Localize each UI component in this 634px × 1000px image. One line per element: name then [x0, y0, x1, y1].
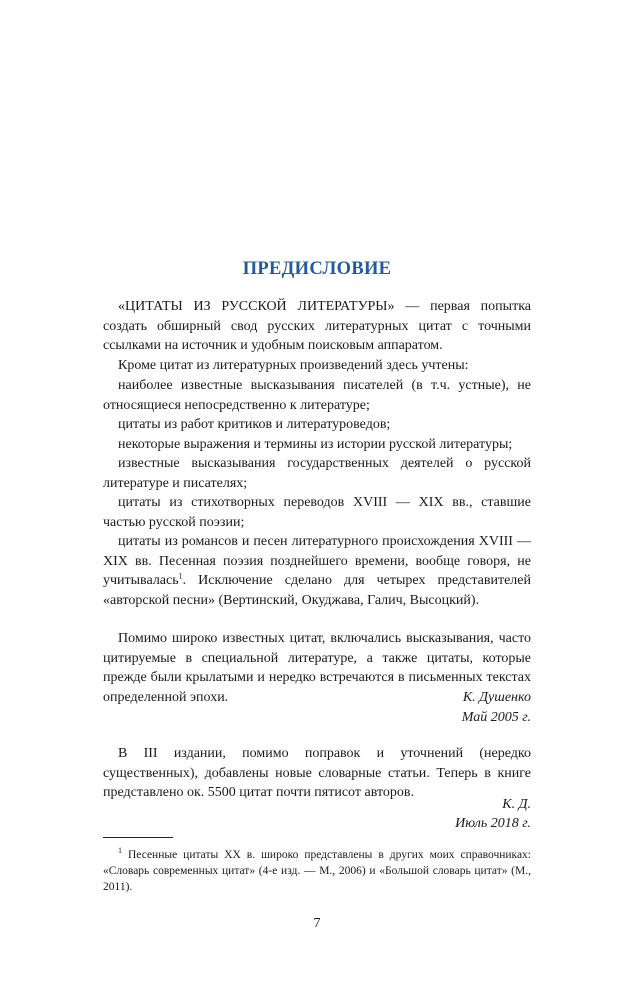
- intro-paragraph: «ЦИТАТЫ ИЗ РУССКОЙ ЛИТЕРАТУРЫ» — первая попытка создать обширный свод русских литературных цитат с точными ссылками на источник и удобным поисковым аппаратом.: [103, 299, 531, 354]
- signature-author: К. Душенко: [462, 690, 531, 705]
- footnote: [103, 847, 531, 895]
- paragraph-third-edition: В III издании, помимо поправок и уточнений (нередко существенных), добавлены новые словарные статьи. Теперь в книге представлено ок. 5500 цитат почти пятисот авторов.: [103, 746, 531, 801]
- paragraph-writers-sayings: наиболее известные высказывания писателей (в т.ч. устные), не относящиеся непосредственно к литературе;: [103, 378, 531, 413]
- footnote-marker: 1: [118, 846, 122, 856]
- paragraph-songs-text-end: . Исключение сделано для четырех представителей «авторской песни» (Вертинский, Окуджава, Галич, Высоцкий).: [103, 573, 531, 608]
- paragraph-critics: цитаты из работ критиков и литературоведов;: [118, 417, 391, 432]
- paragraph-songs: [103, 532, 531, 610]
- paragraph-songs-text: цитаты из романсов и песен литературного происхождения XVIII — XIX вв. Песенная поэзия позднейшего времени, вообще говоря, не учитывалась: [103, 534, 531, 589]
- page-number: 7: [313, 916, 321, 931]
- paragraph-translations: цитаты из стихотворных переводов XVIII — XIX вв., ставшие частью русской поэзии;: [103, 495, 531, 530]
- footnote-divider: [103, 837, 173, 838]
- signature-date: Май 2005 г.: [461, 710, 531, 725]
- page-title: ПРЕДИСЛОВИЕ: [242, 259, 392, 279]
- paragraph-widely-known: Помимо широко известных цитат, включались высказывания, часто цитируемые в специальной литературе, а также цитаты, которые прежде были крылатыми и нередко встречаются в письменных текстах определенной эпохи.: [103, 631, 531, 705]
- footnote-text: Песенные цитаты XX в. широко представлены в других моих справочниках: «Словарь современных цитат» (4-е изд. — М., 2006) и «Большой словарь цитат» (М., 2011).: [103, 849, 532, 893]
- paragraph-terms: некоторые выражения и термины из истории русской литературы;: [118, 437, 513, 452]
- footnote-reference: 1: [178, 571, 183, 581]
- paragraph-sources: Кроме цитат из литературных произведений здесь учтены:: [118, 358, 469, 373]
- signature-initials: К. Д.: [502, 797, 531, 812]
- paragraph-statesmen: известные высказывания государственных деятелей о русской литературе и писателях;: [103, 456, 531, 491]
- signature-date-2018: Июль 2018 г.: [455, 816, 531, 831]
